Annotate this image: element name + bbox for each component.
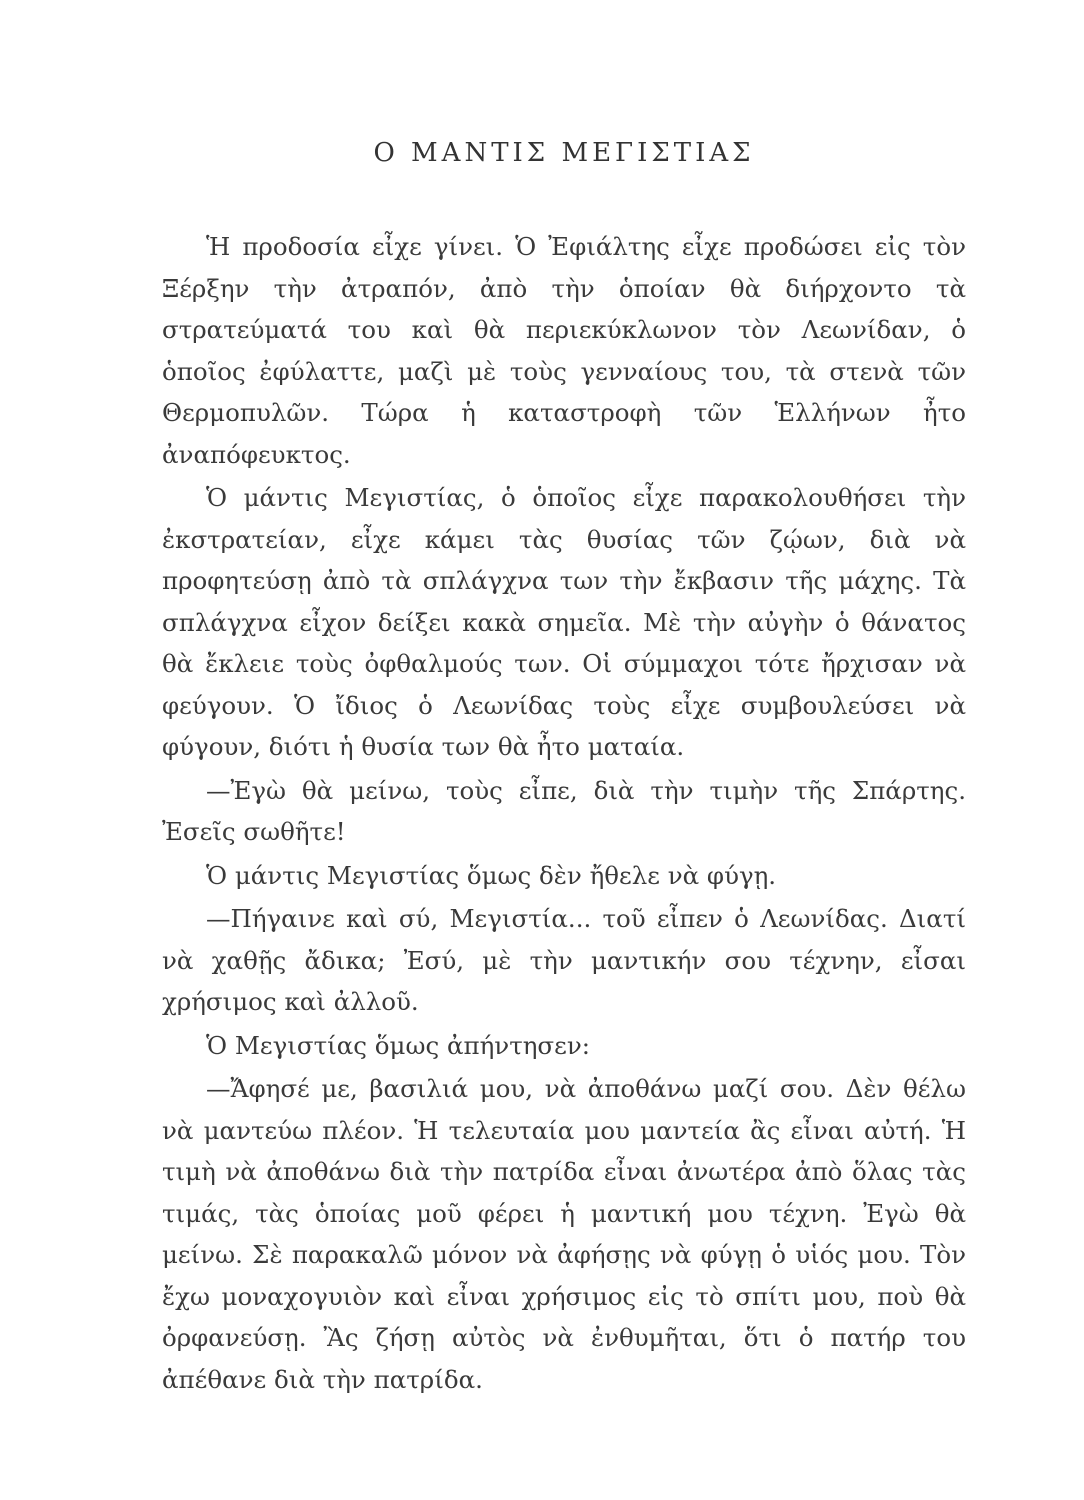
paragraph-3: —Ἐγὼ θὰ μείνω, τοὺς εἶπε, διὰ τὴν τιμὴν τῆς Σπάρτης. Ἐσεῖς σωθῆτε! xyxy=(162,775,966,846)
body-text xyxy=(162,226,966,1400)
page-title: Ο ΜΑΝΤΙΣ ΜΕΓΙΣΤΙΑΣ xyxy=(373,138,755,168)
paragraph-4: Ὁ μάντις Μεγιστίας ὅμως δὲν ἤθελε νὰ φύγῃ. xyxy=(206,860,777,890)
paragraph-5: —Πήγαινε καὶ σύ, Μεγιστία... τοῦ εἶπεν ὁ Λεωνίδας. Διατί νὰ χαθῇς ἄδικα; Ἐσύ, μὲ τὴν μαντικήν σου τέχνην, εἶσαι χρήσιμος καὶ ἀλλοῦ. xyxy=(162,904,966,1016)
paragraph-2: Ὁ μάντις Μεγιστίας, ὁ ὁποῖος εἶχε παρακολουθήσει τὴν ἐκστρατείαν, εἶχε κάμει τὰς θυσίας τῶν ζῴων, διὰ νὰ προφητεύσῃ ἀπὸ τὰ σπλάγχνα των τὴν ἔκβασιν τῆς μάχης. Τὰ σπλάγχνα εἶχον δείξει κακὰ σημεῖα. Μὲ τὴν αὐγὴν ὁ θάνατος θὰ ἔκλειε τοὺς ὀφθαλμούς των. Οἱ σύμμαχοι τότε ἤρχισαν νὰ φεύγουν. Ὁ ἴδιος ὁ Λεωνίδας τοὺς εἶχε συμβουλεύσει νὰ φύγουν, διότι ἡ θυσία των θὰ ἦτο ματαία. xyxy=(162,483,966,761)
paragraph-6: Ὁ Μεγιστίας ὅμως ἀπήντησεν: xyxy=(206,1030,590,1060)
paragraph-7: —Ἄφησέ με, βασιλιά μου, νὰ ἀποθάνω μαζί σου. Δὲν θέλω νὰ μαντεύω πλέον. Ἡ τελευταία μου μαντεία ἂς εἶναι αὐτή. Ἡ τιμὴ νὰ ἀποθάνω διὰ τὴν πατρίδα εἶναι ἀνωτέρα ἀπὸ ὅλας τὰς τιμάς, τὰς ὁποίας μοῦ φέρει ἡ μαντική μου τέχνη. Ἐγὼ θὰ μείνω. Σὲ παρακαλῶ μόνον νὰ ἀφήσῃς νὰ φύγῃ ὁ υἱός μου. Τὸν ἔχω μοναχογυιὸν καὶ εἶναι χρήσιμος εἰς τὸ σπίτι μου, ποὺ θὰ ὀρφανεύσῃ. Ἂς ζήσῃ αὐτὸς νὰ ἐνθυμῆται, ὅτι ὁ πατήρ του ἀπέθανε διὰ τὴν πατρίδα. xyxy=(162,1074,966,1394)
paragraph-1: Ἡ προδοσία εἶχε γίνει. Ὁ Ἐφιάλτης εἶχε προδώσει εἰς τὸν Ξέρξην τὴν ἀτραπόν, ἀπὸ τὴν ὁποίαν θὰ διήρχοντο τὰ στρατεύματά του καὶ θὰ περιεκύκλωνον τὸν Λεωνίδαν, ὁ ὁποῖος ἐφύλαττε, μαζὶ μὲ τοὺς γενναίους του, τὰ στενὰ τῶν Θερμοπυλῶν. Τώρα ἡ καταστροφὴ τῶν Ἑλλήνων ἦτο ἀναπόφευκτος. xyxy=(162,232,966,469)
